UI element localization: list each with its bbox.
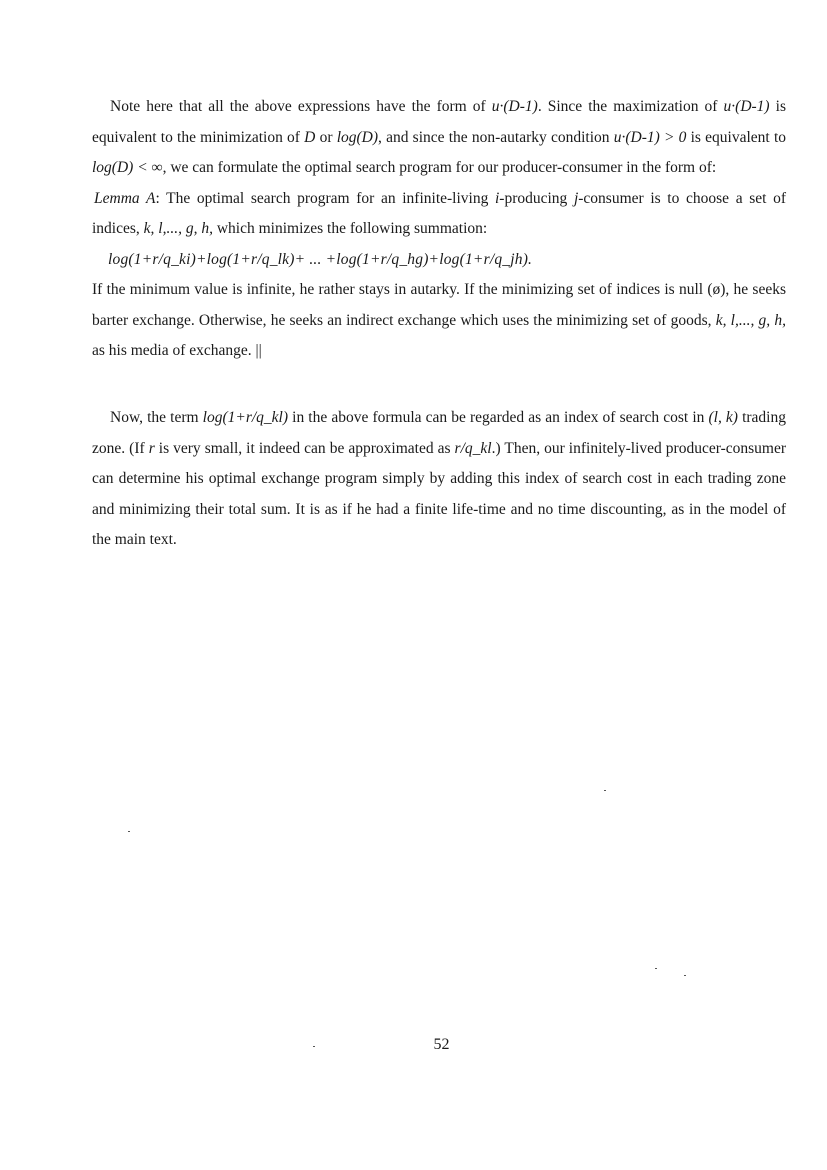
text-span: , and since the non-autarky condition — [378, 128, 614, 146]
math-expression: k, l,..., g, h, — [715, 311, 787, 329]
text-span: . Since the maximization of — [537, 98, 724, 115]
text-span: -consumer is to choose a set of indices, — [92, 189, 786, 237]
text-span: is equivalent to — [686, 128, 786, 146]
math-expression: u·(D-1) > 0 — [613, 128, 687, 146]
text-span: : The optimal search program for an infinite-living — [155, 189, 495, 207]
math-expression: u·(D-1) — [723, 98, 770, 115]
math-expression: (l, k) — [708, 409, 738, 426]
paragraph-2 — [92, 403, 786, 556]
paragraph-1 — [92, 92, 786, 184]
text-span: in the above formula can be regarded as an index of search cost in — [288, 409, 709, 426]
math-expression: D — [304, 128, 316, 146]
math-expression: j — [573, 189, 579, 207]
text-block-lower — [92, 403, 786, 556]
summation-formula: log(1+r/q_ki)+log(1+r/q_lk)+ ... +log(1+r/q_hg)+log(1+r/q_jh). — [108, 250, 533, 268]
text-span: If the minimum value is infinite, he rather stays in autarky. If the minimizing set of indices is null (ø), he seeks barter exchange. Otherwise, he seeks an indirect exchange which uses the minimizing set of goods, — [92, 281, 786, 329]
text-span: trading zone. (If — [92, 409, 786, 457]
text-span: .) Then, our infinitely-lived producer-consumer can determine his optimal exchange program simply by adding this index of search cost in each trading zone and minimizing their total sum. It is as if he had a finite life-time and no time discounting, as in the model of the main text. — [92, 439, 786, 548]
lemma-statement — [92, 184, 786, 245]
text-block-upper — [92, 92, 786, 367]
math-expression: r — [148, 439, 155, 457]
scan-speck — [655, 968, 657, 969]
text-span: Note here that all the above expressions have the form of — [110, 98, 492, 115]
math-expression: u·(D-1) — [491, 98, 538, 115]
text-span: , we can formulate the optimal search program for our producer-consumer in the form of: — [162, 159, 717, 176]
text-span: is very small, it indeed can be approximated as — [154, 439, 455, 457]
scan-speck — [604, 790, 606, 791]
math-expression: i — [494, 189, 500, 207]
lemma-conclusion — [92, 275, 786, 367]
math-expression: r/q_kl — [454, 439, 492, 457]
text-span: Now, the term — [110, 409, 203, 426]
math-expression: log(D) — [336, 128, 379, 146]
text-span: -producing — [499, 189, 574, 207]
page-number: 52 — [433, 1036, 450, 1053]
text-span: which minimizes the following summation: — [212, 220, 488, 237]
text-span: is equivalent to the minimization of — [92, 98, 786, 146]
math-expression: log(1+r/q_kl) — [202, 409, 289, 426]
math-expression: k, l,..., g, h, — [143, 220, 213, 237]
text-span: or — [315, 128, 337, 146]
scan-speck — [128, 831, 130, 832]
lemma-label: Lemma A — [94, 189, 156, 207]
text-span: as his media of exchange. || — [92, 342, 262, 359]
math-expression: log(D) < ∞ — [92, 159, 163, 176]
scan-speck — [684, 975, 686, 976]
